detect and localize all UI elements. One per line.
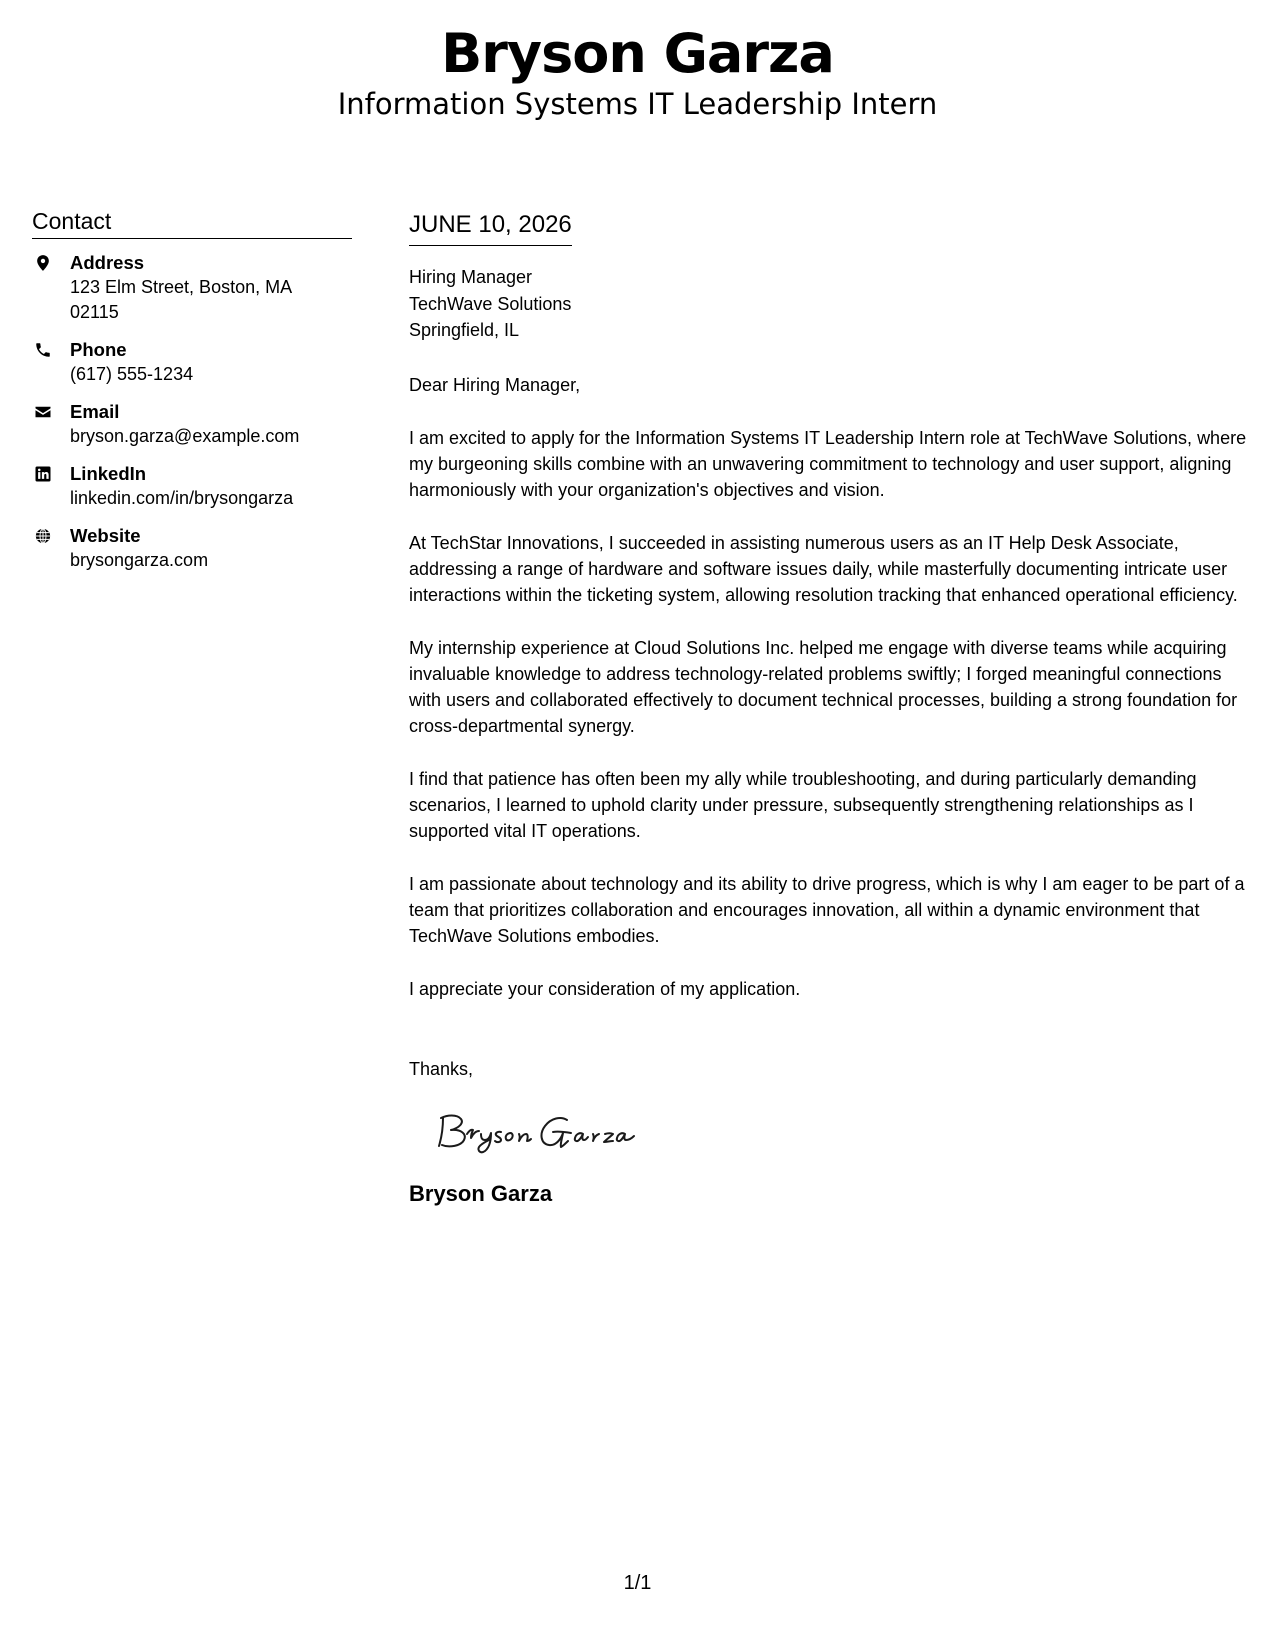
salutation: Dear Hiring Manager, bbox=[409, 374, 581, 395]
letter-paragraph: At TechStar Innovations, I succeeded in assisting numerous users as an IT Help Desk Associate, addressing a range of hardware and software issues daily, while masterfully documenting intricate user interactions within the ticketing system, allowing resolution tracking that enhanced operational efficiency. bbox=[409, 532, 1238, 605]
recipient-line: Hiring Manager bbox=[409, 267, 533, 287]
letter-paragraph: I appreciate your consideration of my application. bbox=[409, 978, 801, 999]
contact-sidebar bbox=[32, 206, 352, 586]
map-pin-icon bbox=[34, 254, 52, 272]
contact-label-website: Website bbox=[70, 525, 141, 546]
contact-item-address bbox=[32, 251, 352, 325]
recipient-line: Springfield, IL bbox=[409, 320, 520, 340]
letter-date: JUNE 10, 2026 bbox=[409, 210, 572, 246]
applicant-title: Information Systems IT Leadership Intern bbox=[337, 87, 938, 121]
applicant-name: Bryson Garza bbox=[441, 22, 834, 85]
contact-value-email: bryson.garza@example.com bbox=[70, 426, 300, 446]
contact-item-email bbox=[32, 400, 352, 449]
contact-label-phone: Phone bbox=[70, 339, 127, 360]
contact-label-linkedin: LinkedIn bbox=[70, 463, 147, 484]
contact-item-linkedin bbox=[32, 462, 352, 511]
linkedin-icon bbox=[34, 465, 52, 483]
letter-paragraph: My internship experience at Cloud Solutions Inc. helped me engage with diverse teams while acquiring invaluable knowledge to address technology-related problems swiftly; I forged meaningful connections with users and collaborated effectively to document technical processes, building a strong foundation for cross-departmental synergy. bbox=[409, 637, 1238, 736]
contact-value-website: brysongarza.com bbox=[70, 550, 209, 570]
letter-paragraph: I am excited to apply for the Information Systems IT Leadership Intern role at TechWave Solutions, where my burgeoning skills combine with an unwavering commitment to technology and user support, aligning harmoniously with your organization's objectives and vision. bbox=[409, 427, 1247, 500]
contact-list bbox=[32, 251, 352, 573]
contact-heading: Contact bbox=[32, 206, 352, 239]
globe-icon bbox=[34, 527, 52, 545]
contact-value-address: 123 Elm Street, Boston, MA 02115 bbox=[70, 277, 292, 322]
letter-header bbox=[0, 22, 1275, 122]
contact-item-website bbox=[32, 524, 352, 573]
letter-body bbox=[409, 210, 1249, 1208]
contact-label-address: Address bbox=[70, 252, 145, 273]
letter-paragraph: I am passionate about technology and its ability to drive progress, which is why I am eager to be part of a team that prioritizes collaboration and encourages innovation, all within a dynamic environment that TechWave Solutions embodies. bbox=[409, 873, 1245, 946]
contact-value-linkedin: linkedin.com/in/brysongarza bbox=[70, 488, 294, 508]
handwritten-signature bbox=[427, 1104, 667, 1164]
recipient-block bbox=[409, 264, 1249, 344]
signer-name: Bryson Garza bbox=[409, 1180, 553, 1206]
contact-value-phone: (617) 555-1234 bbox=[70, 364, 194, 384]
closing: Thanks, bbox=[409, 1058, 474, 1079]
page-number: 1/1 bbox=[623, 1572, 652, 1594]
recipient-line: TechWave Solutions bbox=[409, 293, 572, 314]
contact-label-email: Email bbox=[70, 401, 120, 422]
letter-paragraph: I find that patience has often been my ally while troubleshooting, and during particularly demanding scenarios, I learned to uphold clarity under pressure, subsequently strengthening relationships as I supported vital IT operations. bbox=[409, 768, 1197, 841]
phone-icon bbox=[34, 341, 52, 359]
contact-item-phone bbox=[32, 338, 352, 387]
envelope-icon bbox=[34, 403, 52, 421]
